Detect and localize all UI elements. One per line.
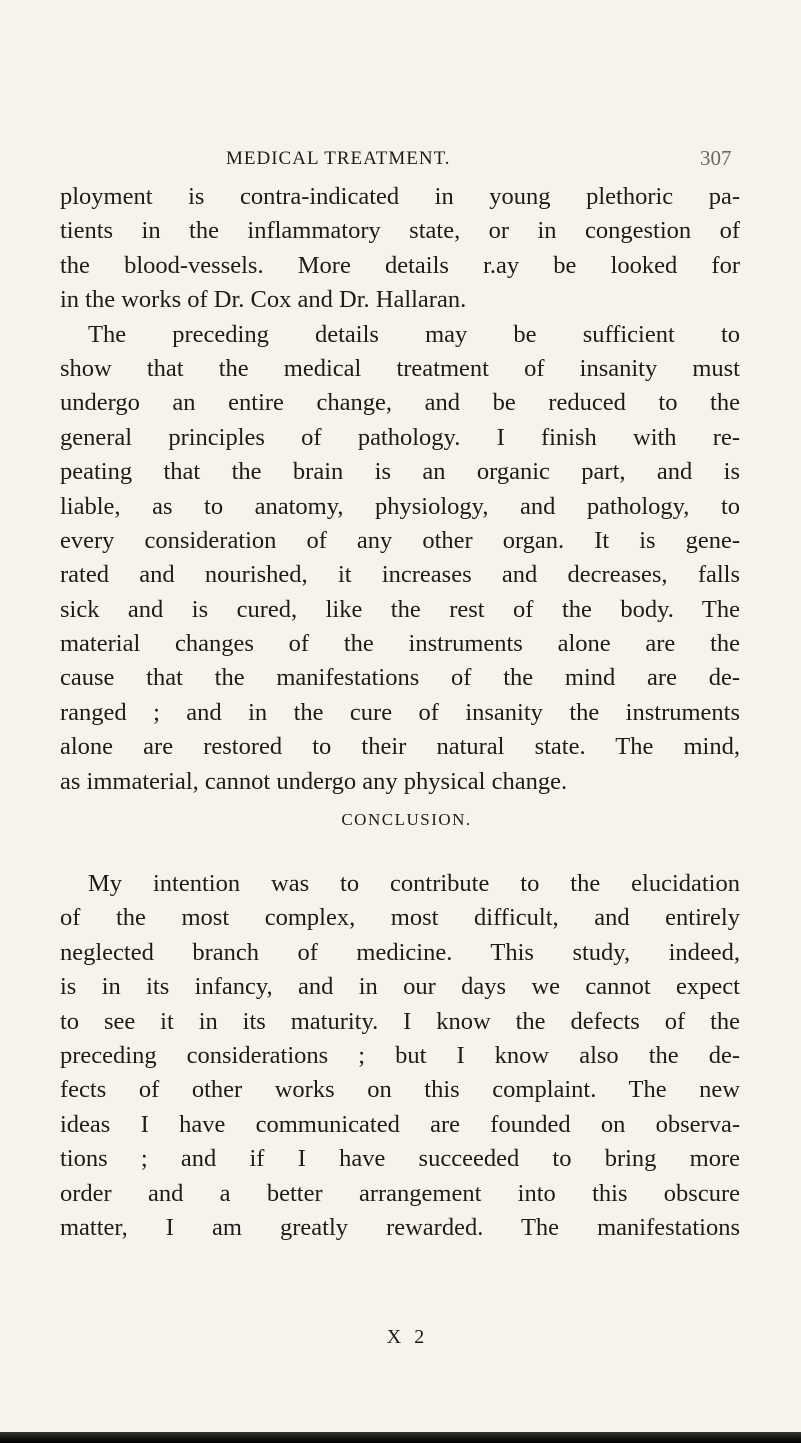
text-line: The preceding details may be sufficient to [88, 320, 740, 348]
text-line: ployment is contra-indicated in young plethoric pa- [60, 183, 740, 210]
text-line: fects of other works on this complaint. The new [60, 1076, 740, 1104]
text-line: sick and is cured, like the rest of the body. The [60, 595, 740, 623]
page-number: 307 [700, 146, 732, 170]
text-line: matter, I am greatly rewarded. The manifestations [60, 1213, 740, 1241]
text-line: to see it in its maturity. I know the defects of the [60, 1007, 740, 1035]
text-line: ranged ; and in the cure of insanity the instruments [60, 698, 740, 726]
text-line: order and a better arrangement into this obscure [60, 1179, 740, 1207]
paragraph-preceding-details [60, 318, 740, 799]
text-line: tions ; and if I have succeeded to bring more [60, 1145, 740, 1173]
text-line: general principles of pathology. I finish with re- [60, 423, 740, 451]
running-head [0, 146, 801, 180]
text-line: every consideration of any other organ. It is gene- [60, 526, 740, 554]
signature-mark: X 2 [386, 1326, 429, 1348]
text-line: as immaterial, cannot undergo any physical change. [60, 767, 568, 795]
text-line: alone are restored to their natural state. The mind, [60, 733, 740, 761]
text-line: preceding considerations ; but I know also the de- [60, 1041, 740, 1069]
text-line: tients in the inflammatory state, or in congestion of [60, 217, 740, 245]
text-line: of the most complex, most difficult, and entirely [60, 904, 740, 932]
text-line: rated and nourished, it increases and decreases, falls [60, 561, 740, 589]
text-line: is in its infancy, and in our days we cannot expect [60, 973, 740, 1001]
conclusion-text-block [60, 867, 740, 1245]
text-line: neglected branch of medicine. This study, indeed, [60, 938, 740, 966]
scan-bottom-edge [0, 1432, 801, 1443]
paragraph-conclusion [60, 867, 740, 1245]
running-title: MEDICAL TREATMENT. [226, 148, 451, 169]
text-line: liable, as to anatomy, physiology, and pathology, to [60, 492, 740, 520]
text-line: in the works of Dr. Cox and Dr. Hallaran. [60, 286, 467, 314]
text-line: ideas I have communicated are founded on observa- [60, 1110, 740, 1138]
paragraph-continued [60, 180, 740, 318]
text-line: material changes of the instruments alone are the [60, 630, 740, 658]
section-heading: CONCLUSION. [341, 810, 472, 829]
text-line: the blood-vessels. More details r.ay be looked for [60, 251, 740, 279]
text-line: My intention was to contribute to the elucidation [88, 870, 740, 897]
text-line: peating that the brain is an organic part, and is [60, 458, 740, 486]
upper-text-block [60, 180, 740, 799]
text-line: cause that the manifestations of the mind are de- [60, 664, 740, 692]
text-line: undergo an entire change, and be reduced to the [60, 389, 740, 417]
text-line: show that the medical treatment of insanity must [60, 354, 740, 382]
